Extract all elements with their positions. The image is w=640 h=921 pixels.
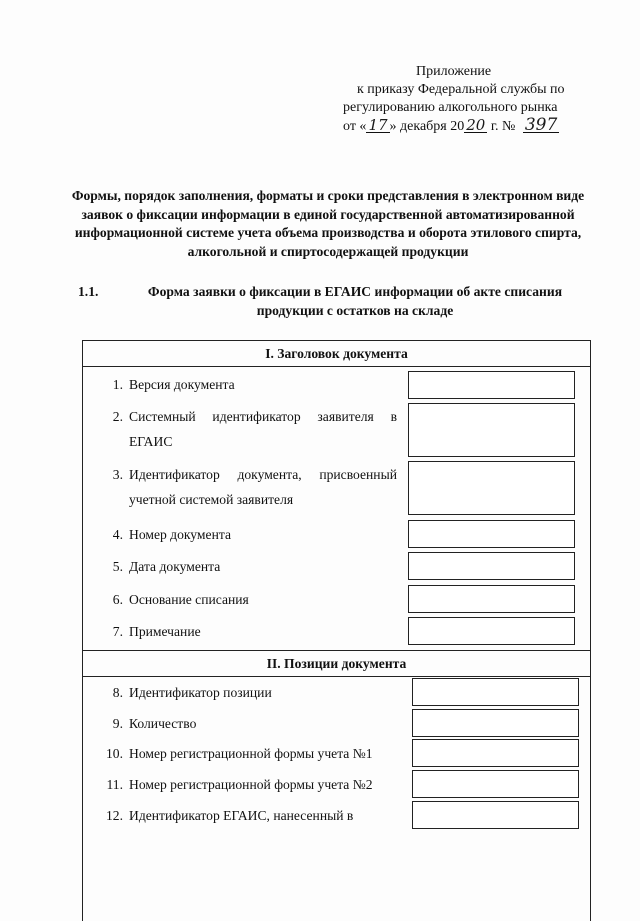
field-document-id[interactable] [408, 461, 575, 515]
appendix-block [0, 0, 640, 150]
form-item-2: 2. Системный идентификатор заявителя в ЕГАИС [112, 409, 397, 449]
date-suffix: г. № [487, 119, 516, 134]
field-quantity[interactable] [412, 709, 579, 737]
field-note[interactable] [408, 617, 575, 645]
date-month: » декабря 20 [389, 119, 465, 134]
request-form [82, 340, 591, 921]
date-day-handwritten: 17 [368, 116, 388, 134]
field-reg-form-2[interactable] [412, 770, 579, 798]
form-item-7: 7. Примечание [112, 624, 201, 639]
form-item-12: 12. Идентификатор ЕГАИС, нанесенный в [106, 808, 354, 823]
document-title: Формы, порядок заполнения, форматы и сроки представления в электронном виде заявок о фиксации информации в единой государственной автоматизированной информационной системе учета объема производства и оборота этилового спирта, алкогольной и спиртосодержащей продукции [71, 188, 585, 259]
appendix-date-line [343, 115, 559, 135]
form-item-6: 6. Основание списания [112, 592, 249, 607]
form-item-3: 3. Идентификатор документа, присвоенный учетной системой заявителя [112, 467, 397, 507]
field-document-version[interactable] [408, 371, 575, 399]
form-item-4: 4. Номер документа [112, 527, 231, 542]
section-number: 1.1. [78, 284, 99, 299]
appendix-title: Приложение [416, 64, 492, 79]
form-item-1: 1. Версия документа [112, 377, 235, 392]
date-year-handwritten: 20 [466, 116, 486, 134]
appendix-agency: регулированию алкогольного рынка [343, 100, 558, 115]
field-reg-form-1[interactable] [412, 739, 579, 767]
field-document-date[interactable] [408, 552, 575, 580]
appendix-order-ref: к приказу Федеральной службы по [357, 82, 565, 97]
form-item-10: 10. Номер регистрационной формы учета №1 [106, 746, 373, 761]
field-writeoff-reason[interactable] [408, 585, 575, 613]
field-applicant-id[interactable] [408, 403, 575, 457]
form-item-11: 11. Номер регистрационной формы учета №2 [106, 777, 373, 792]
field-egais-id[interactable] [412, 801, 579, 829]
form-item-5: 5. Дата документа [112, 559, 221, 574]
header-section-1: I. Заголовок документа [83, 341, 590, 367]
date-prefix: от « [343, 119, 367, 134]
header-section-2: II. Позиции документа [83, 650, 590, 677]
field-position-id[interactable] [412, 678, 579, 706]
form-item-8: 8. Идентификатор позиции [112, 685, 272, 700]
field-document-number[interactable] [408, 520, 575, 548]
section-title: Форма заявки о фиксации в ЕГАИС информации об акте списания продукции с остатков на складе [147, 284, 563, 318]
form-item-9: 9. Количество [112, 716, 197, 731]
order-number-handwritten: 397 [524, 115, 558, 135]
